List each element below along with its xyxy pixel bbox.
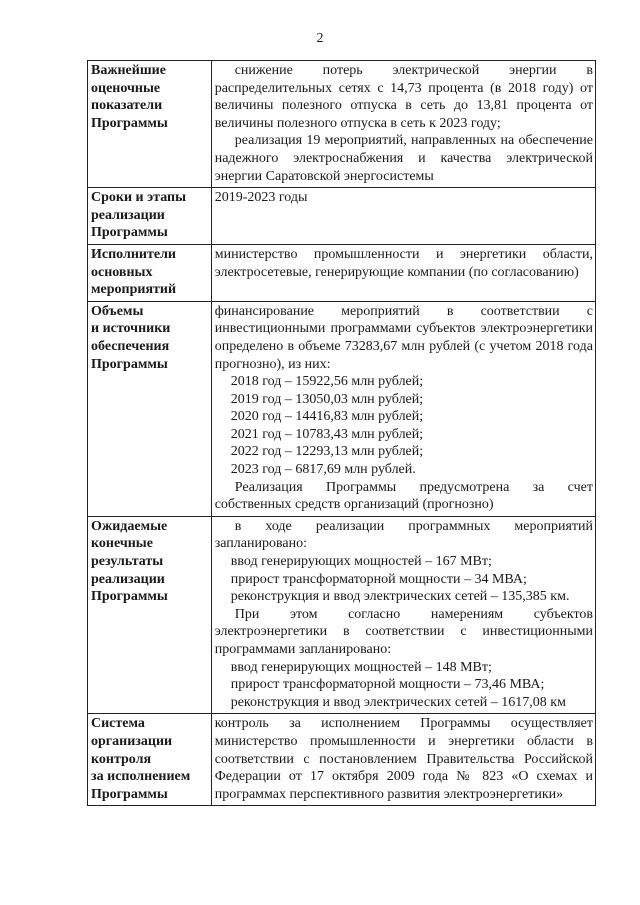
- content-paragraph: При этом согласно намерениям субъектов электроэнергетики в соответствии с инвестиционными программами запланировано:: [214, 606, 593, 657]
- content-list-item: 2021 год – 10783,43 млн рублей;: [230, 426, 424, 442]
- row-content-cell: [211, 61, 595, 188]
- content-paragraph: финансирование мероприятий в соответствии с инвестиционными программами субъектов электроэнергетики определено в объеме 73283,67 млн рублей (с учетом 2018 года прогнозно), из них:: [214, 303, 593, 372]
- content-list-item: ввод генерирующих мощностей – 167 МВт;: [230, 554, 492, 570]
- passport-row: [88, 516, 596, 714]
- content-list-item: 2022 год – 12293,13 млн рублей;: [230, 444, 424, 460]
- row-label-cell: [88, 244, 212, 301]
- passport-row: [88, 714, 596, 806]
- passport-table-body: [88, 61, 596, 806]
- row-label-cell: [88, 61, 212, 188]
- content-list-item: реконструкция и ввод электрических сетей – 135,385 км.: [230, 589, 570, 605]
- content-paragraph: снижение потерь электрической энергии в распределительных сетях с 14,73 процента (в 2018 году) от величины полезного отпуска в сеть до 13,81 процента от величины полезного отпуска в сеть к 2023 году;: [214, 63, 593, 131]
- row-label-line: показатели: [91, 98, 163, 114]
- passport-row: [88, 244, 596, 301]
- row-label-line: реализации: [91, 571, 165, 587]
- content-list-item: 2019 год – 13050,03 млн рублей;: [230, 391, 424, 407]
- row-label-cell: [88, 714, 212, 806]
- content-list-item: прирост трансформаторной мощности – 34 МВА;: [230, 571, 527, 587]
- passport-row: [88, 188, 596, 245]
- content-list-item: ввод генерирующих мощностей – 148 МВт;: [230, 659, 492, 675]
- row-content-cell: [211, 188, 595, 245]
- passport-row: [88, 61, 596, 188]
- row-label-line: за исполнением: [91, 769, 191, 785]
- row-label-line: Сроки и этапы: [91, 190, 187, 206]
- content-paragraph: министерство промышленности и энергетики области, электросетевые, генерирующие компании (по согласованию): [214, 246, 593, 280]
- row-label-line: обеспечения: [91, 338, 170, 354]
- row-label-line: конечные: [91, 536, 153, 552]
- row-label-cell: [88, 301, 212, 516]
- content-list-item: 2018 год – 15922,56 млн рублей;: [230, 374, 424, 390]
- row-label-line: Ожидаемые: [91, 518, 168, 534]
- row-content-cell: [211, 244, 595, 301]
- row-label-cell: [88, 516, 212, 714]
- content-paragraph: контроль за исполнением Программы осуществляет министерство промышленности и энергетики области в соответствии с постановлением Правительства Российской Федерации от 17 октября 2009 года № 823 «О схемах и программах перспективного развития электроэнергетики»: [214, 716, 593, 802]
- row-content-cell: [211, 516, 595, 714]
- content-paragraph: 2019-2023 годы: [214, 190, 308, 206]
- row-label-line: Система: [91, 716, 145, 732]
- row-label-line: результаты: [91, 554, 164, 570]
- content-list-item: 2020 год – 14416,83 млн рублей;: [230, 409, 424, 425]
- passport-row: [88, 301, 596, 516]
- row-label-line: Программы: [91, 786, 168, 802]
- row-content-cell: [211, 714, 595, 806]
- program-passport-table: [87, 60, 596, 806]
- row-label-line: оценочные: [91, 80, 161, 96]
- content-list-item: 2023 год – 6817,69 млн рублей.: [230, 462, 416, 478]
- row-label-line: реализации: [91, 207, 165, 223]
- row-content-cell: [211, 301, 595, 516]
- content-paragraph: реализация 19 мероприятий, направленных на обеспечение надежного электроснабжения и качества электрической энергии Саратовской энергосистемы: [214, 133, 593, 184]
- row-label-line: Программы: [91, 225, 168, 241]
- row-label-line: Важнейшие: [91, 63, 166, 78]
- page-number: 2: [316, 31, 324, 46]
- row-label-line: основных: [91, 264, 153, 280]
- row-label-line: Объемы: [91, 303, 144, 319]
- row-label-line: контроля: [91, 751, 152, 767]
- content-list-item: реконструкция и ввод электрических сетей – 1617,08 км: [230, 694, 566, 710]
- row-label-cell: [88, 188, 212, 245]
- row-label-line: мероприятий: [91, 282, 177, 298]
- row-label-line: Исполнители: [91, 246, 176, 262]
- row-label-line: организации: [91, 733, 173, 749]
- content-paragraph: Реализация Программы предусмотрена за счет собственных средств организаций (прогнозно): [214, 479, 593, 513]
- row-label-line: Программы: [91, 356, 168, 372]
- row-label-line: Программы: [91, 115, 168, 131]
- content-paragraph: в ходе реализации программных мероприятий запланировано:: [214, 518, 593, 552]
- content-list-item: прирост трансформаторной мощности – 73,46 МВА;: [230, 677, 545, 693]
- row-label-line: Программы: [91, 589, 168, 605]
- row-label-line: и источники: [91, 321, 171, 337]
